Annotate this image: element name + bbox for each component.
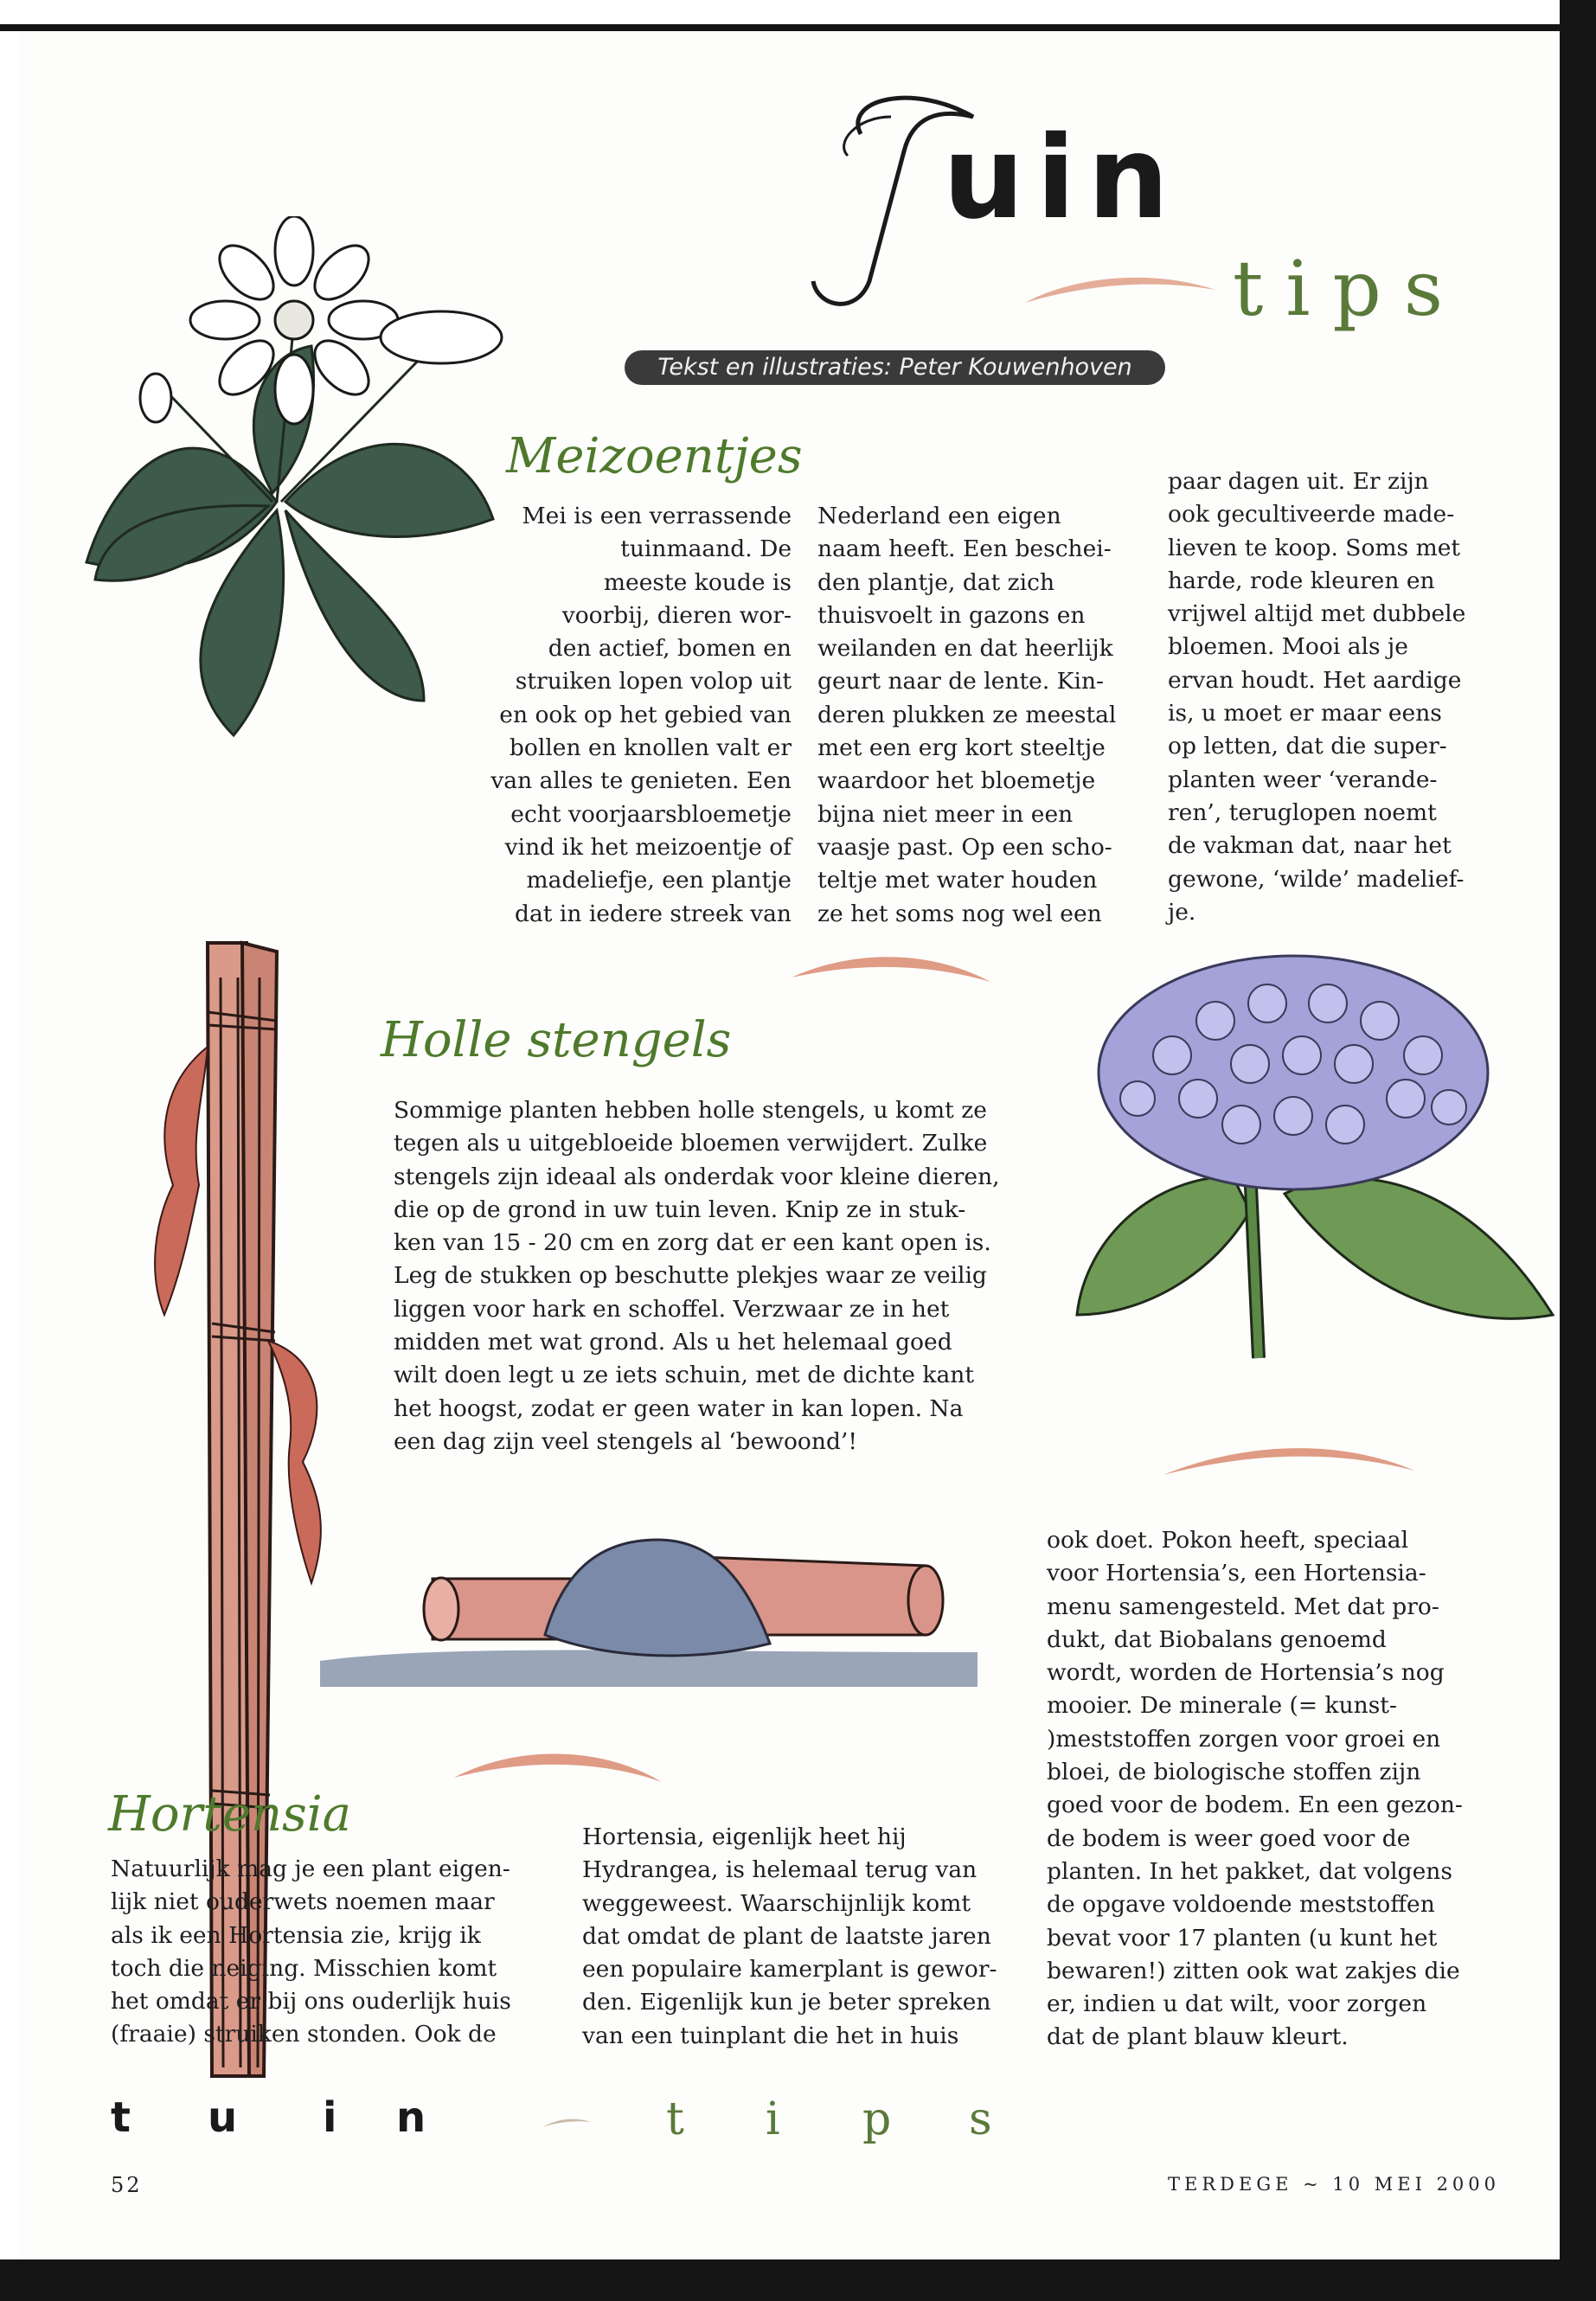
text-line: Mei is een verrassende — [522, 503, 792, 529]
text-line: van alles te genieten. Een — [490, 767, 792, 795]
credit-bar: Tekst en illustraties: Peter Kouwenhoven — [625, 350, 1165, 385]
text-line: lijk niet ouderwets noemen maar — [111, 1888, 495, 1916]
section-heading-holle-stengels: Holle stengels — [381, 1012, 732, 1068]
text-line: bevat voor 17 planten (u kunt het — [1047, 1924, 1438, 1952]
text-line: een dag zijn veel stengels al ‘bewoond’! — [394, 1427, 857, 1455]
text-line: vind ik het meizoentje of — [504, 833, 792, 861]
scan-border-right — [1560, 0, 1596, 2301]
meizoentjes-column-3 — [1168, 465, 1497, 929]
text-line: lieven te koop. Soms met — [1168, 534, 1461, 561]
text-line: dukt, dat Biobalans genoemd — [1047, 1625, 1387, 1653]
subtitle-word: tips — [1233, 244, 1465, 333]
text-line: bloemen. Mooi als je — [1168, 633, 1408, 661]
text-line: menu samengesteld. Met dat pro- — [1047, 1593, 1439, 1620]
page-number: 52 — [111, 2173, 143, 2197]
text-line: stengels zijn ideaal als onderdak voor kleine dieren, — [394, 1163, 1000, 1190]
section-heading-hortensia: Hortensia — [108, 1786, 352, 1843]
text-line: naam heeft. Een beschei- — [817, 535, 1112, 563]
footer-letter: p — [862, 2093, 892, 2145]
text-line: geurt naar de lente. Kin- — [817, 668, 1104, 695]
text-line: den. Eigenlijk kun je beter spreken — [582, 1989, 991, 2016]
text-line: de bodem is weer goed voor de — [1047, 1824, 1411, 1852]
text-line: echt voorjaarsbloemetje — [510, 800, 792, 828]
text-line: en ook op het gebied van — [499, 701, 792, 728]
decorative-swoosh — [787, 947, 995, 990]
decorative-swoosh — [1159, 1436, 1419, 1484]
text-line: er, indien u dat wilt, voor zorgen — [1047, 1990, 1427, 2018]
scan-border-top — [0, 24, 1596, 31]
text-line: liggen voor hark en schoffel. Verzwaar ze in het — [394, 1295, 950, 1323]
text-line: planten. In het pakket, dat volgens — [1047, 1857, 1452, 1885]
text-line: Natuurlijk mag je een plant eigen- — [111, 1856, 510, 1882]
text-line: bollen en knollen valt er — [509, 734, 792, 762]
text-line: Hydrangea, is helemaal terug van — [582, 1856, 977, 1884]
text-line: ren’, teruglopen noemt — [1168, 798, 1437, 826]
decorative-swoosh — [450, 1743, 666, 1791]
section-heading-meizoentjes: Meizoentjes — [506, 428, 803, 484]
text-line: wordt, worden de Hortensia’s nog — [1047, 1659, 1445, 1687]
text-line: is, u moet er maar eens — [1168, 700, 1442, 727]
text-line: ervan houdt. Het aardige — [1168, 666, 1462, 694]
decorative-swoosh — [1021, 268, 1220, 311]
text-line: ze het soms nog wel een — [817, 900, 1102, 927]
footer-letter: i — [323, 2093, 337, 2142]
text-line: (fraaie) struiken stonden. Ook de — [111, 2021, 497, 2048]
text-line: den plantje, dat zich — [817, 568, 1055, 596]
text-line: van een tuinplant die het in huis — [582, 2022, 959, 2049]
text-line: mooier. De minerale (= kunst- — [1047, 1692, 1397, 1720]
text-line: bewaren!) zitten ook wat zakjes die — [1047, 1957, 1460, 1984]
hortensia-column-2 — [582, 1821, 1032, 2053]
text-line: die op de grond in uw tuin leven. Knip ze in stuk- — [394, 1195, 966, 1223]
text-line: met een erg kort steeltje — [817, 734, 1106, 762]
text-line: bloei, de biologische stoffen zijn — [1047, 1759, 1421, 1786]
scan-border-bottom — [0, 2259, 1596, 2301]
text-line: de opgave voldoende meststoffen — [1047, 1891, 1435, 1919]
text-line: harde, rode kleuren en — [1168, 567, 1435, 594]
hortensia-column-3 — [1047, 1524, 1531, 2054]
text-line: thuisvoelt in gazons en — [817, 601, 1086, 629]
text-line: ken van 15 - 20 cm en zorg dat er een kant open is. — [394, 1229, 991, 1257]
text-line: dat omdat de plant de laatste jaren — [582, 1922, 991, 1950]
holle-stengels-body — [394, 1094, 1034, 1458]
text-line: wilt doen legt u ze iets schuin, met de dichte kant — [394, 1362, 974, 1389]
footer-letter: t — [111, 2093, 131, 2142]
text-line: deren plukken ze meestal — [817, 701, 1117, 728]
text-line: Sommige planten hebben holle stengels, u komt ze — [394, 1097, 987, 1124]
title-word: uin — [943, 112, 1182, 245]
text-line: het hoogst, zodat er geen water in kan lopen. Na — [394, 1394, 964, 1422]
text-line: voor Hortensia’s, een Hortensia- — [1047, 1560, 1426, 1587]
text-line: )meststoffen zorgen voor groei en — [1047, 1725, 1441, 1753]
text-line: de vakman dat, naar het — [1168, 832, 1452, 860]
text-line: Nederland een eigen — [817, 503, 1061, 529]
text-line: het omdat er bij ons ouderlijk huis — [111, 1988, 511, 2016]
text-line: ook gecultiveerde made- — [1168, 501, 1455, 529]
text-line: Hortensia, eigenlijk heet hij — [582, 1823, 907, 1850]
text-line: waardoor het bloemetje — [817, 767, 1096, 795]
text-line: als ik een Hortensia zie, krijg ik — [111, 1921, 481, 1949]
text-line: den actief, bomen en — [548, 635, 792, 663]
text-line: een populaire kamerplant is gewor- — [582, 1956, 997, 1984]
text-line: goed voor de bodem. En een gezon- — [1047, 1791, 1463, 1819]
meizoentjes-column-2 — [817, 500, 1146, 931]
text-line: gewone, ‘wilde’ madelief- — [1168, 865, 1465, 893]
footer-letter: u — [208, 2093, 238, 2142]
text-line: vrijwel altijd met dubbele — [1168, 600, 1466, 628]
text-line: planten weer ‘verande- — [1168, 766, 1438, 793]
meizoentjes-column-1 — [463, 500, 792, 931]
page-margin-top — [0, 0, 1596, 26]
decorative-swoosh — [541, 2115, 593, 2131]
footer-letter: s — [969, 2093, 992, 2145]
hydrangea-illustration — [1068, 952, 1561, 1401]
text-line: je. — [1168, 898, 1196, 926]
text-line: dat de plant blauw kleurt. — [1047, 2023, 1349, 2051]
text-line: tuinmaand. De — [620, 535, 792, 563]
text-line: op letten, dat die super- — [1168, 733, 1447, 760]
footer-letter: t — [666, 2093, 684, 2145]
text-line: toch die neiging. Misschien komt — [111, 1954, 497, 1982]
text-line: meeste koude is — [603, 568, 792, 596]
text-line: weilanden en dat heerlijk — [817, 635, 1113, 663]
hortensia-column-1 — [111, 1853, 543, 2052]
text-line: teltje met water houden — [817, 867, 1098, 894]
page-margin-left — [0, 0, 19, 2301]
text-line: madeliefje, een plantje — [526, 867, 792, 894]
text-line: voorbij, dieren wor- — [561, 601, 792, 629]
text-line: vaasje past. Op een scho- — [817, 833, 1112, 861]
text-line: ook doet. Pokon heeft, speciaal — [1047, 1527, 1409, 1554]
text-line: tegen als u uitgebloeide bloemen verwijdert. Zulke — [394, 1130, 988, 1157]
footer-letter: n — [396, 2093, 426, 2142]
magazine-issue-date: TERDEGE ~ 10 MEI 2000 — [1168, 2174, 1501, 2195]
text-line: paar dagen uit. Er zijn — [1168, 468, 1429, 495]
text-line: weggeweest. Waarschijnlijk komt — [582, 1889, 971, 1917]
text-line: struiken lopen volop uit — [515, 668, 792, 695]
text-line: Leg de stukken op beschutte plekjes waar ze veilig — [394, 1262, 987, 1290]
text-line: dat in iedere streek van — [515, 900, 792, 927]
footer-letter: i — [766, 2093, 780, 2145]
text-line: midden met wat grond. Als u het helemaal goed — [394, 1329, 952, 1356]
text-line: bijna niet meer in een — [817, 800, 1074, 828]
stems-on-ground-illustration — [320, 1522, 977, 1687]
